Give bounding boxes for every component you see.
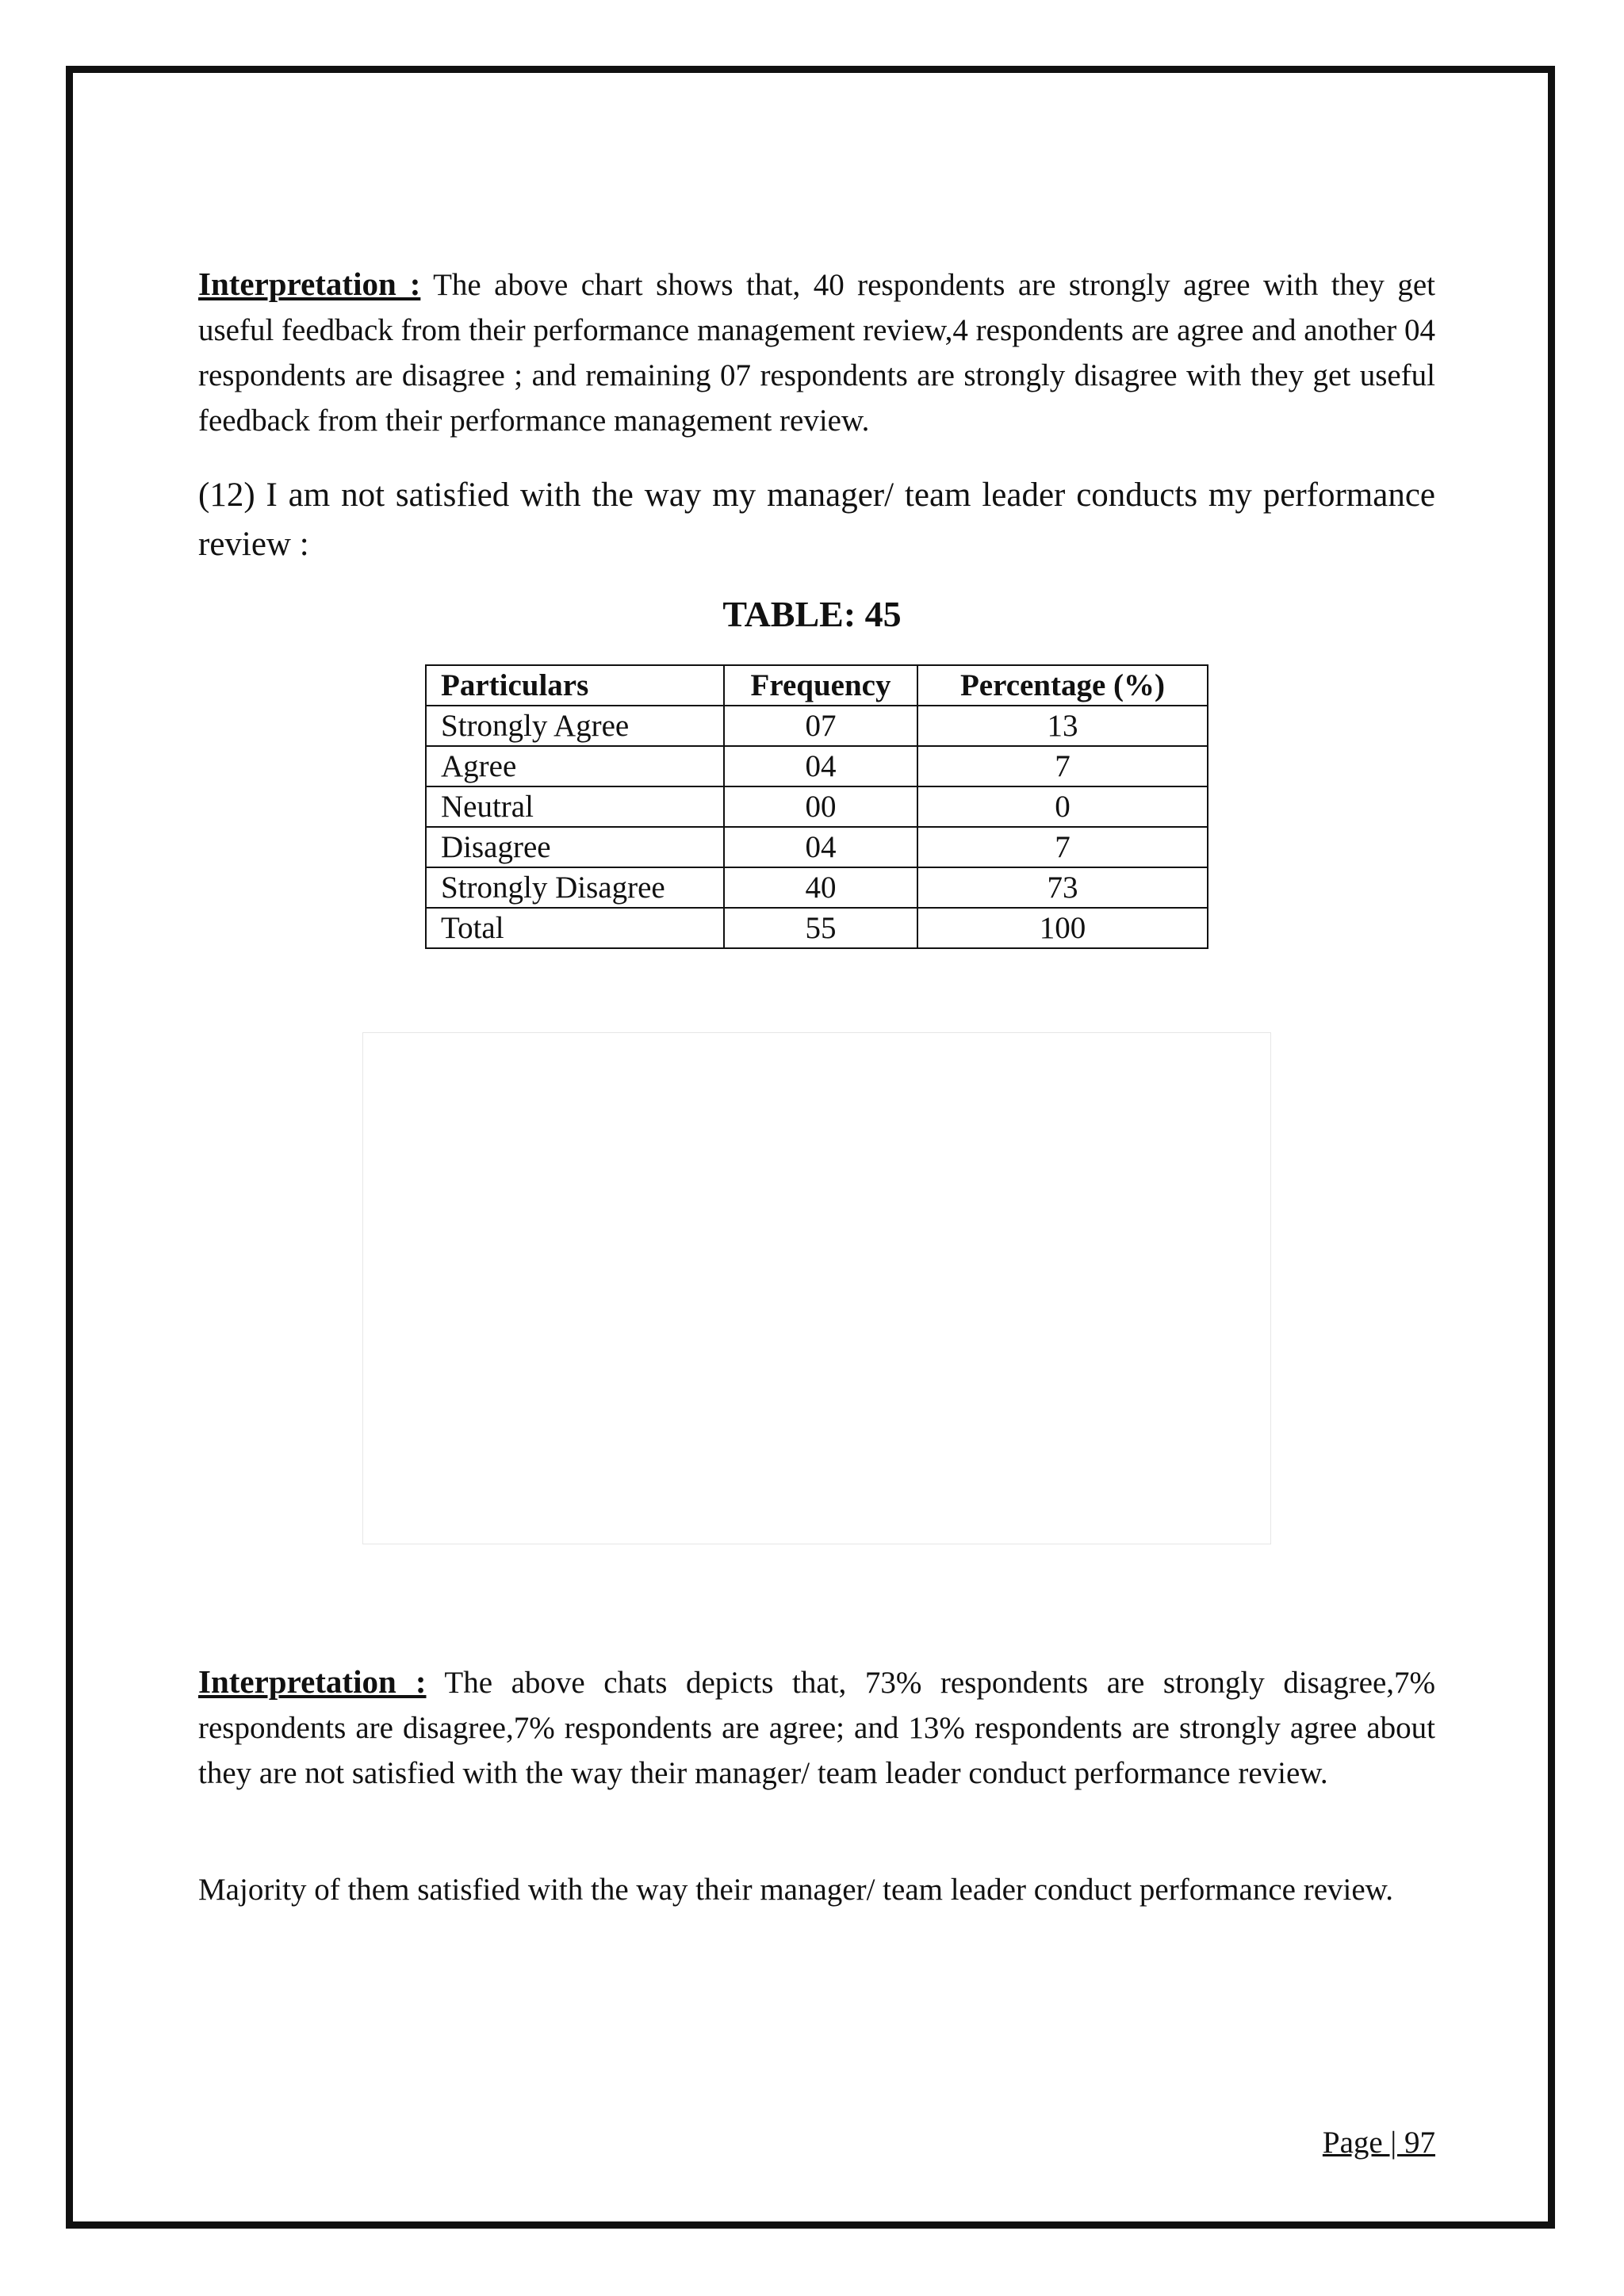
page-number: Page | 97	[1322, 2126, 1435, 2160]
conclusion-block	[198, 1867, 1435, 1912]
interpretation-text-2: The above chats depicts that, 73% respondents are strongly disagree,7% respondents are disagree,7% respondents are agree; and 13% respondents are strongly agree about they are not satisfied with the way their manager/ team leader conduct performance review.	[198, 1666, 1435, 1790]
chart-placeholder	[362, 1032, 1271, 1544]
interpretation-heading-1: Interpretation :	[198, 266, 421, 302]
total-label: Total	[426, 908, 724, 948]
interpretation-paragraph-1	[198, 262, 1435, 443]
table-total-row	[426, 908, 1208, 948]
row-percentage: 13	[917, 706, 1208, 746]
row-particular: Neutral	[426, 786, 724, 827]
row-frequency: 40	[724, 867, 917, 908]
question-text: (12) I am not satisfied with the way my manager/ team leader conducts my performance review :	[198, 476, 1435, 563]
row-particular: Agree	[426, 746, 724, 786]
row-percentage: 73	[917, 867, 1208, 908]
row-percentage: 7	[917, 827, 1208, 867]
table-row	[426, 706, 1208, 746]
table-row	[426, 786, 1208, 827]
table-row	[426, 867, 1208, 908]
table-row	[426, 746, 1208, 786]
row-percentage: 7	[917, 746, 1208, 786]
question-block	[198, 471, 1435, 569]
table-title: TABLE: 45	[722, 594, 902, 634]
row-frequency: 04	[724, 746, 917, 786]
interpretation-block-1	[198, 262, 1435, 443]
header-frequency: Frequency	[724, 665, 917, 706]
header-particulars: Particulars	[426, 665, 724, 706]
interpretation-heading-2: Interpretation :	[198, 1663, 427, 1700]
total-percentage: 100	[917, 908, 1208, 948]
interpretation-block-2	[198, 1659, 1435, 1796]
row-particular: Strongly Disagree	[426, 867, 724, 908]
header-percentage: Percentage (%)	[917, 665, 1208, 706]
row-frequency: 07	[724, 706, 917, 746]
total-frequency: 55	[724, 908, 917, 948]
row-particular: Disagree	[426, 827, 724, 867]
table-header-row	[426, 665, 1208, 706]
row-percentage: 0	[917, 786, 1208, 827]
table-row	[426, 827, 1208, 867]
row-particular: Strongly Agree	[426, 706, 724, 746]
data-table	[425, 664, 1208, 949]
row-frequency: 00	[724, 786, 917, 827]
interpretation-text-1: The above chart shows that, 40 respondents are strongly agree with they get useful feedback from their performance management review,4 respondents are agree and another 04 respondents are disagree ; and remaining 07 respondents are strongly disagree with they get useful feedback from their performance management review.	[198, 268, 1435, 438]
conclusion-text: Majority of them satisfied with the way their manager/ team leader conduct performance review.	[198, 1873, 1394, 1907]
interpretation-paragraph-2	[198, 1659, 1435, 1796]
row-frequency: 04	[724, 827, 917, 867]
